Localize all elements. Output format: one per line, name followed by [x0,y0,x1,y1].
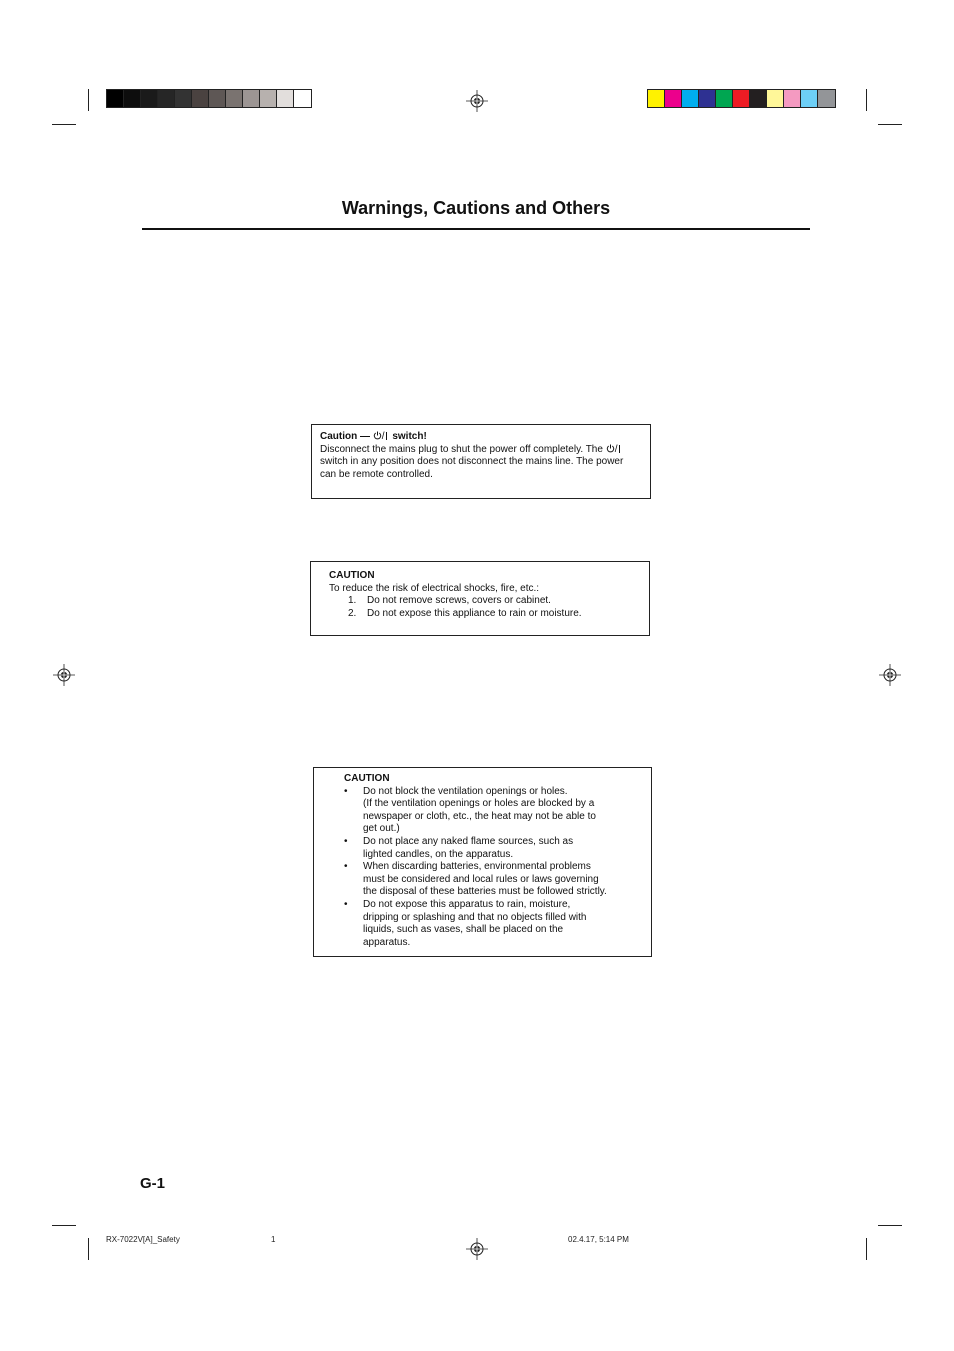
caution-text-line: Disconnect the mains plug to shut the power off completely. The [320,443,603,455]
color-swatch [818,90,835,107]
color-swatch [260,90,277,107]
footer-timestamp: 02.4.17, 5:14 PM [568,1235,629,1244]
bullet: • [344,835,348,847]
caution-text-line: switch in any position does not disconnect the mains line. The power [320,456,624,468]
page-title: Warnings, Cautions and Others [341,198,611,218]
color-swatch [682,90,699,107]
color-swatch [243,90,260,107]
caution-intro: To reduce the risk of electrical shocks, fire, etc.: [329,582,540,594]
bullet: • [344,898,348,910]
color-swatch [158,90,175,107]
color-swatch [175,90,192,107]
list-text: newspaper or cloth, etc., the heat may not be able to [363,810,596,822]
color-swatch [648,90,665,107]
list-item [344,786,651,836]
footer-sheet-number: 1 [271,1235,276,1244]
ventilation-caution-box [313,767,652,957]
crop-mark [878,1225,902,1226]
power-switch-caution-line [320,444,642,457]
color-swatch [141,90,158,107]
list-text: apparatus. [363,936,411,948]
caution-heading: CAUTION [344,773,390,784]
registration-mark-icon [466,1238,488,1260]
heading-suffix: switch! [392,431,427,442]
caution-heading: CAUTION [329,570,375,581]
list-number: 1. [348,595,357,607]
list-text: Do not expose this apparatus to rain, moisture, [363,898,571,910]
color-swatch [699,90,716,107]
grayscale-calibration-bar [106,89,312,108]
page-number: G-1 [140,1175,166,1192]
list-item [344,861,651,899]
shock-caution-box [310,561,650,636]
crop-mark [878,124,902,125]
power-switch-caution-heading [320,431,642,444]
power-switch-caution-box [311,424,651,499]
standby-bar-icon [386,432,387,440]
list-item [348,608,649,621]
power-icon [373,431,382,440]
color-swatch [209,90,226,107]
list-text: dripping or splashing and that no objects filled with [363,911,587,923]
list-text: lighted candles, on the apparatus. [363,848,514,860]
list-number: 2. [348,607,357,619]
title-rule [142,228,810,230]
list-item [344,899,651,949]
list-text: When discarding batteries, environmental problems [363,861,591,873]
list-text: Do not place any naked flame sources, such as [363,835,574,847]
list-text: must be considered and local rules or laws governing [363,873,599,885]
color-swatch [767,90,784,107]
crop-mark [88,1238,89,1260]
crop-mark [866,1238,867,1260]
power-symbol-slash: / [381,431,385,442]
color-swatch [294,90,311,107]
color-swatch [192,90,209,107]
power-symbol-slash: / [614,443,618,455]
list-text: Do not remove screws, covers or cabinet. [367,595,551,607]
color-calibration-bar [647,89,836,108]
color-swatch [107,90,124,107]
list-text: Do not expose this appliance to rain or moisture. [367,607,582,619]
registration-mark-icon [879,664,901,686]
list-text: (If the ventilation openings or holes are blocked by a [363,798,595,810]
power-icon [606,444,615,453]
list-text: the disposal of these batteries must be followed strictly. [363,886,607,898]
list-text: Do not block the ventilation openings or holes. [363,785,568,797]
crop-mark [52,1225,76,1226]
list-item [348,595,649,608]
bullet: • [344,785,348,797]
caution-text-line: can be remote controlled. [320,468,433,480]
color-swatch [716,90,733,107]
color-swatch [124,90,141,107]
registration-mark-icon [466,90,488,112]
list-text: liquids, such as vases, shall be placed on the [363,924,564,936]
list-text: get out.) [363,823,400,835]
color-swatch [733,90,750,107]
color-swatch [277,90,294,107]
list-item [344,836,651,861]
color-swatch [665,90,682,107]
standby-bar-icon [619,445,620,453]
registration-mark-icon [53,664,75,686]
bullet: • [344,861,348,873]
color-swatch [784,90,801,107]
heading-prefix: Caution — [320,431,370,442]
color-swatch [801,90,818,107]
color-swatch [750,90,767,107]
crop-mark [88,89,89,111]
crop-mark [866,89,867,111]
crop-mark [52,124,76,125]
footer-file-name: RX-7022V[A]_Safety [106,1235,180,1244]
color-swatch [226,90,243,107]
